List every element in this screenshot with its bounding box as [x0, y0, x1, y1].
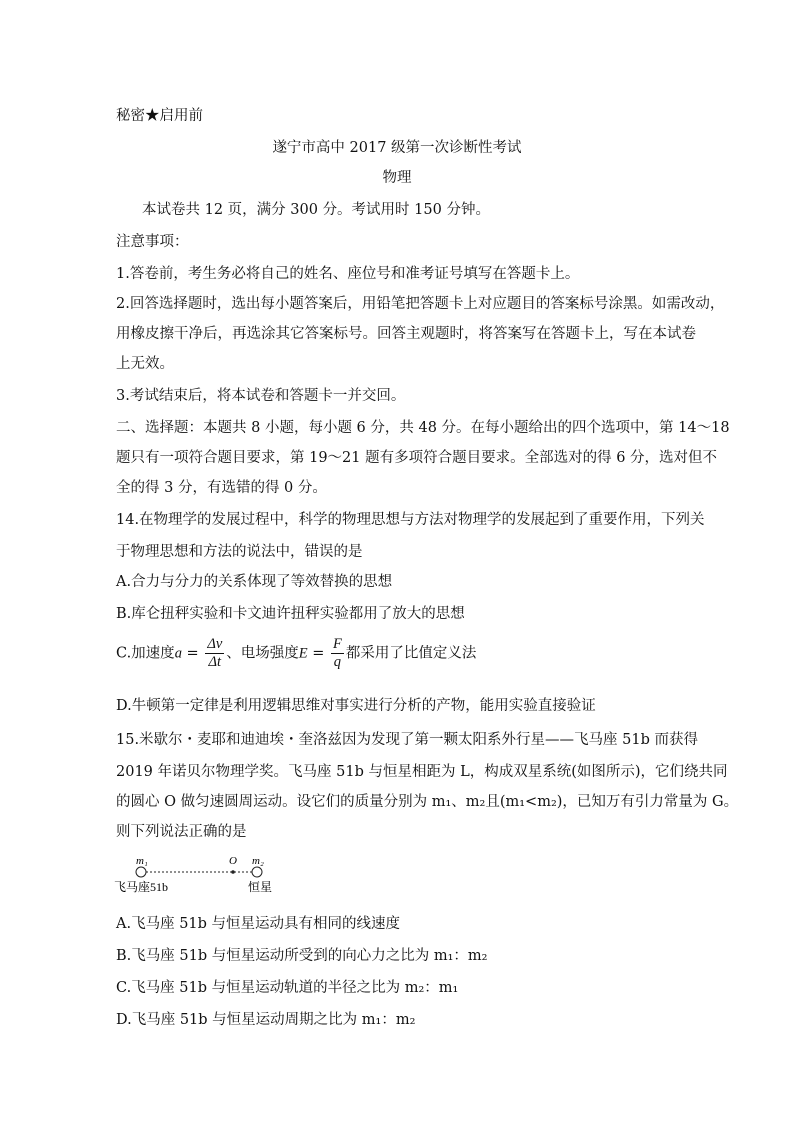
q15-option-c: C.飞马座 51b 与恒星运动轨道的半径之比为 m₂：m₁	[116, 980, 459, 996]
secret-label: 秘密★启用前	[116, 108, 203, 124]
q14-c-equals: =	[181, 645, 204, 662]
field-denominator: q	[333, 654, 342, 670]
exam-intro: 本试卷共 12 页，满分 300 分。考试用时 150 分钟。	[142, 202, 490, 218]
q14-c-equals-2: =	[307, 645, 329, 662]
notes-heading: 注意事项：	[116, 234, 189, 250]
label-planet: 飞马座51b	[114, 880, 169, 894]
q14-stem-line-2: 于物理思想和方法的说法中，错误的是	[116, 544, 363, 560]
binary-star-diagram	[110, 850, 310, 900]
q14-option-a: A.合力与分力的关系体现了等效替换的思想	[116, 574, 393, 590]
note-3: 3.考试结束后，将本试卷和答题卡一并交回。	[116, 388, 406, 404]
acceleration-numerator: Δv	[207, 636, 223, 652]
star-circle	[252, 867, 262, 877]
note-2-line-3: 上无效。	[116, 356, 174, 372]
q14-c-suffix: 都采用了比值定义法	[345, 645, 477, 662]
acceleration-fraction	[205, 636, 224, 671]
section-intro-line-3: 全的得 3 分，有选错的得 0 分。	[116, 480, 327, 496]
q15-option-d: D.飞马座 51b 与恒星运动周期之比为 m₁：m₂	[116, 1012, 416, 1028]
q15-option-b: B.飞马座 51b 与恒星运动所受到的向心力之比为 m₁：m₂	[116, 948, 488, 964]
acceleration-denominator: Δt	[208, 654, 222, 670]
subject-title: 物理	[382, 170, 412, 186]
q15-option-a: A.飞马座 51b 与恒星运动具有相同的线速度	[116, 916, 401, 932]
q15-stem-line-3: 的圆心 O 做匀速圆周运动。设它们的质量分别为 m₁、m₂且(m₁<m₂)，已知万有引力常量为 G。	[116, 794, 739, 810]
q14-option-d: D.牛顿第一定律是利用逻辑思维对事实进行分析的产物，能用实验直接验证	[116, 698, 596, 714]
field-fraction	[331, 636, 344, 671]
label-m1: m₁	[136, 855, 148, 867]
note-1: 1.答卷前，考生务必将自己的姓名、座位号和准考证号填写在答题卡上。	[116, 266, 580, 282]
section-intro-line-1: 二、选择题：本题共 8 小题，每小题 6 分，共 48 分。在每小题给出的四个选项中，第 14～18	[116, 420, 730, 436]
planet-circle	[136, 867, 146, 877]
label-o: O	[229, 855, 237, 867]
q14-c-symbol-a: a	[174, 645, 182, 662]
q15-stem-line-1: 15.米歇尔・麦耶和迪迪埃・奎洛兹因为发现了第一颗太阳系外行星——飞马座 51b 而获得	[116, 732, 699, 748]
q14-option-b: B.库仑扭秤实验和卡文迪许扭秤实验都用了放大的思想	[116, 606, 465, 622]
q14-c-prefix: C.加速度	[116, 645, 175, 662]
note-2-line-1: 2.回答选择题时，选出每小题答案后，用铅笔把答题卡上对应题目的答案标号涂黑。如需改动，	[116, 296, 725, 312]
q14-c-middle: 、电场强度	[226, 645, 299, 662]
label-m2: m₂	[252, 855, 264, 867]
field-numerator: F	[333, 636, 342, 652]
label-star: 恒星	[248, 880, 273, 894]
center-point	[231, 870, 235, 874]
q14-stem-line-1: 14.在物理学的发展过程中，科学的物理思想与方法对物理学的发展起到了重要作用，下列关	[116, 512, 705, 528]
q14-option-c	[116, 636, 476, 671]
section-intro-line-2: 题只有一项符合题目要求，第 19～21 题有多项符合题目要求。全部选对的得 6 分，选对但不	[116, 450, 718, 466]
note-2-line-2: 用橡皮擦干净后，再选涂其它答案标号。回答主观题时，将答案写在答题卡上，写在本试卷	[116, 326, 696, 342]
exam-title: 遂宁市高中 2017 级第一次诊断性考试	[272, 140, 522, 156]
q15-stem-line-4: 则下列说法正确的是	[116, 824, 247, 840]
q15-stem-line-2: 2019 年诺贝尔物理学奖。飞马座 51b 与恒星相距为 L，构成双星系统(如图所示)，它们绕共同	[116, 764, 728, 780]
q14-c-symbol-e: E	[298, 645, 308, 662]
